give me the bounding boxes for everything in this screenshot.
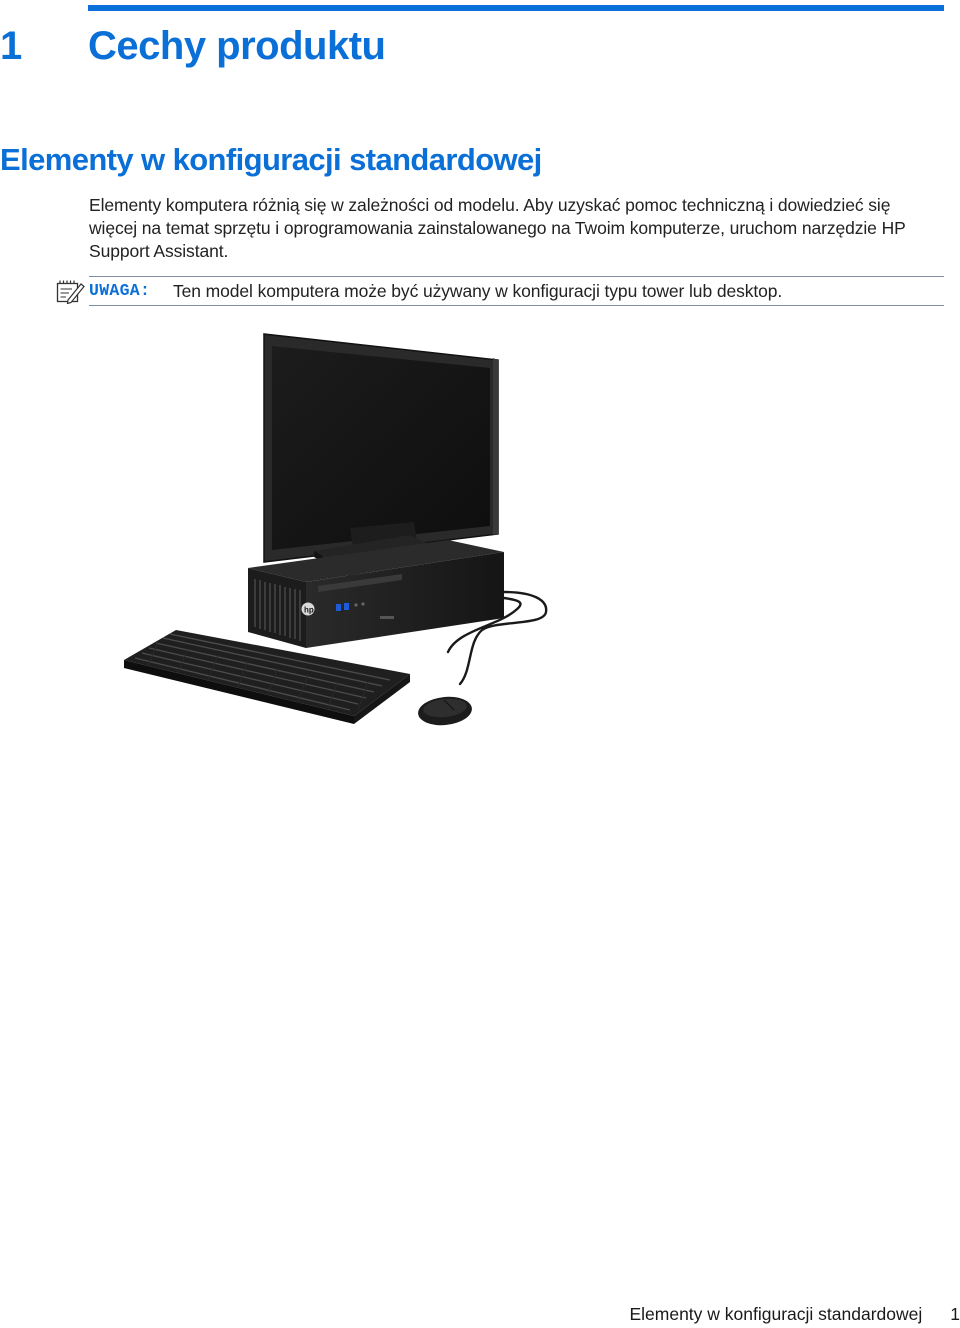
keyboard-icon [124, 630, 410, 724]
mouse-icon [417, 694, 474, 727]
note-box [55, 276, 944, 307]
monitor-icon [264, 334, 498, 576]
note-rule-bottom [89, 305, 944, 306]
note-text: Ten model komputera może być używany w konfiguracji typu tower lub desktop. [173, 281, 783, 301]
page-number: 1 [950, 1304, 960, 1324]
page-footer [629, 1304, 960, 1325]
footer-section-title: Elementy w konfiguracji standardowej [629, 1304, 923, 1324]
header-rule [88, 5, 944, 11]
chapter-number: 1 [0, 24, 23, 68]
section-title: Elementy w konfiguracji standardowej [0, 142, 542, 177]
intro-paragraph: Elementy komputera różnią się w zależności od modelu. Aby uzyskać pomoc techniczną i dowiedzieć się więcej na temat sprzętu i oprogramowania zainstalowanego na Twoim komputerze, uruchom narzędzie HP Support Assistant. [89, 195, 906, 261]
svg-text:hp: hp [304, 605, 314, 615]
computer-illustration [118, 330, 558, 732]
note-pencil-icon [55, 278, 85, 304]
chapter-title: Cechy produktu [88, 24, 386, 68]
note-label: UWAGA: [89, 281, 151, 300]
note-rule-top [89, 276, 944, 277]
